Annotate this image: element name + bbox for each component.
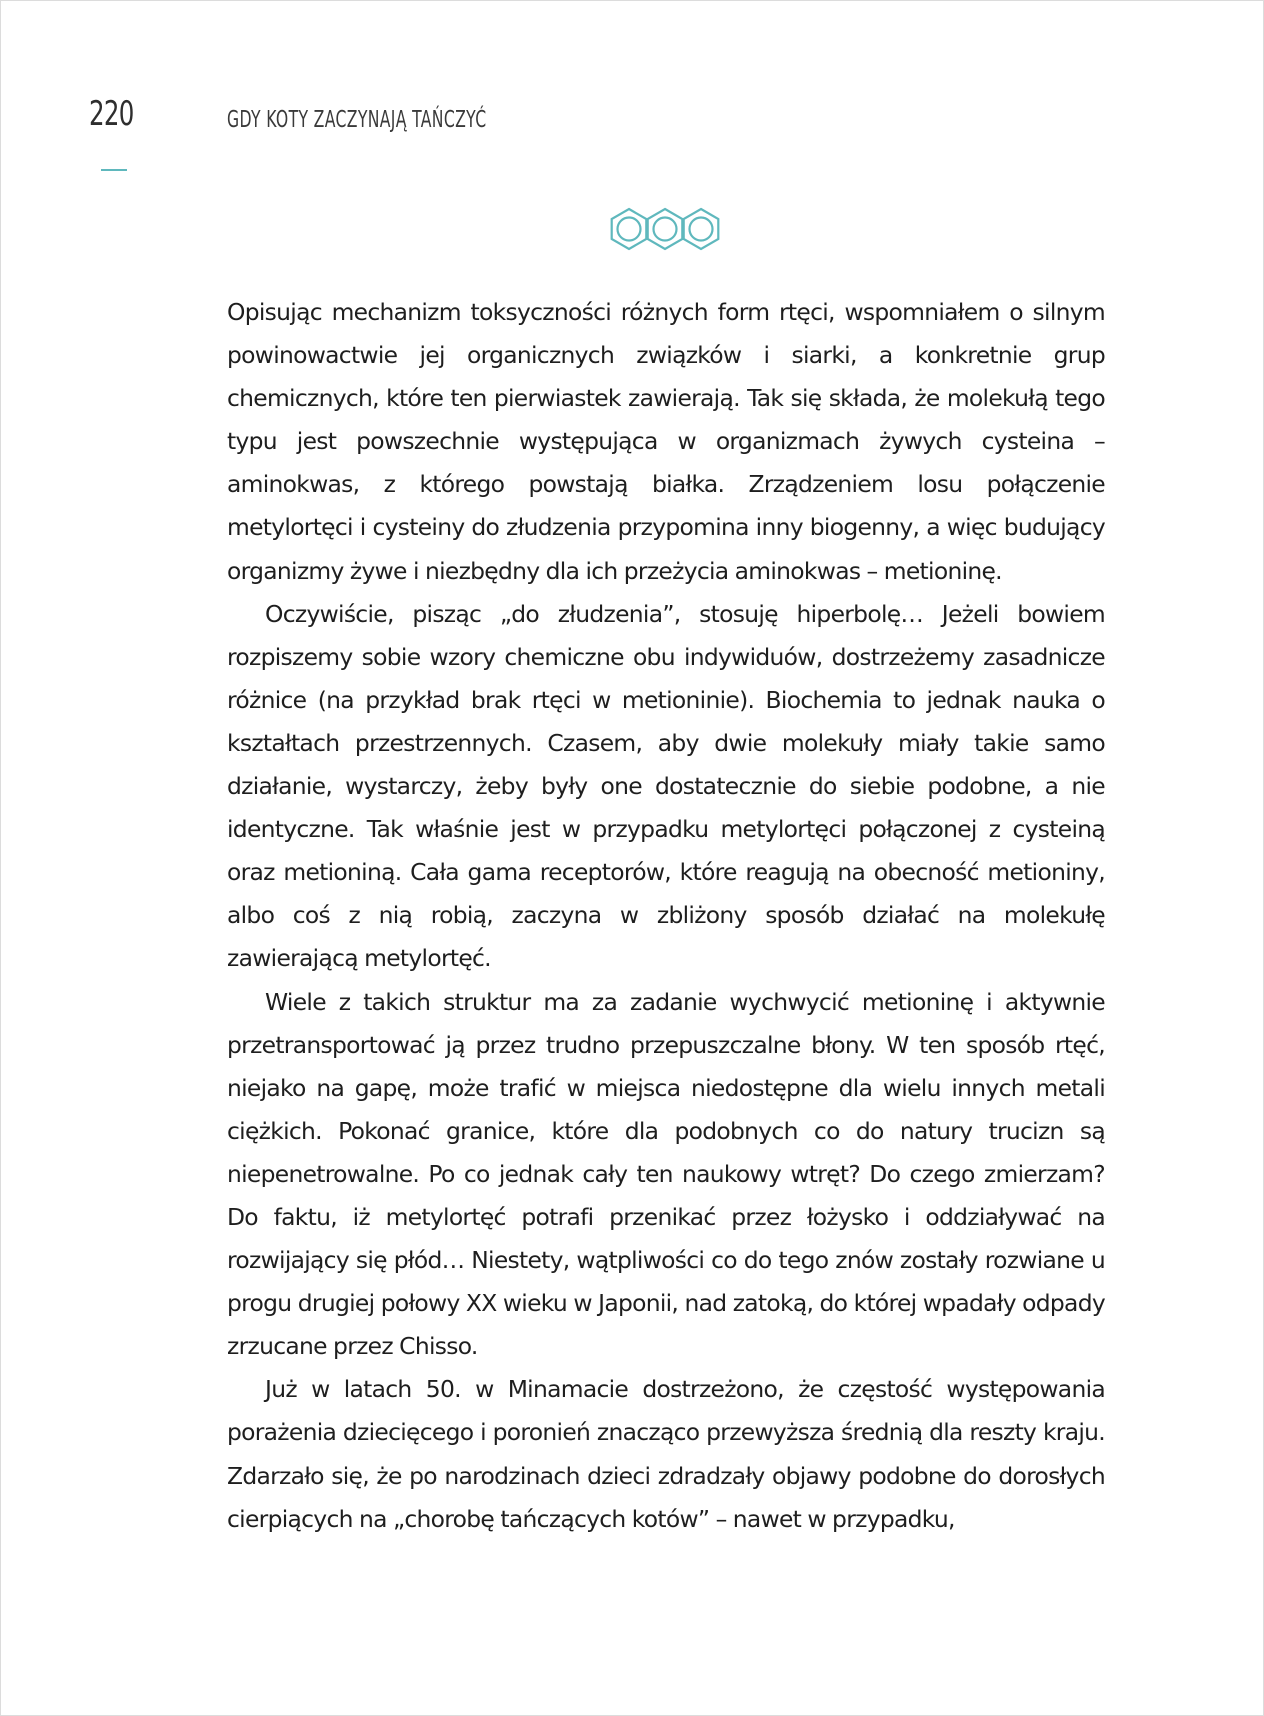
running-title: GDY KOTY ZACZYNAJĄ TAŃCZYĆ [227,107,487,133]
accent-rule [101,169,127,171]
paragraph-3: Wiele z takich struktur ma za zadanie wychwycić metioninę i aktywnie przetransportować ją przez trudno przepuszczalne błony. W ten sposób rtęć, niejako na gapę, może trafić w miejsca niedostępne dla wielu innych metali ciężkich. Pokonać granice, które dla podobnych co do natury trucizn są niepenetrowalne. Po co jednak cały ten naukowy wtręt? Do czego zmierzam? Do faktu, iż metylortęć potrafi przenikać przez łożysko i oddziaływać na rozwijający się płód… Niestety, wątpliwości co do tego znów zostały rozwiane u progu drugiej połowy XX wieku w Japonii, nad zatoką, do której wpadały odpady zrzucane przez Chisso. [227,987,1105,1361]
three-hexagon-rings-icon [609,205,721,253]
page-number: 220 [89,94,134,134]
paragraph-4: Już w latach 50. w Minamacie dostrzeżono, że częstość występowania porażenia dziecięcego i poronień znacząco przewyższa średnią dla reszty kraju. Zdarzało się, że po narodzinach dzieci zdradzały objawy podobne do dorosłych cierpiących na „chorobę tańczących kotów” – nawet w przypadku, [227,1375,1105,1533]
paragraph-2: Oczywiście, pisząc „do złudzenia”, stosuję hiperbolę… Jeżeli bowiem rozpiszemy sobie wzory chemiczne obu indywiduów, dostrzeżemy zasadnicze różnice (na przykład brak rtęci w metioninie). Biochemia to jednak nauka o kształtach przestrzennych. Czasem, aby dwie molekuły miały takie samo działanie, wystarczy, żeby były one dostatecznie do siebie podobne, a nie identyczne. Tak właśnie jest w przypadku metylortęci połączonej z cysteiną oraz metioniną. Cała gama receptorów, które reagują na obecność metioniny, albo coś z nią robią, zaczyna w zbliżony sposób działać na molekułę zawierającą metylortęć. [227,599,1105,973]
body-text [227,291,1105,1541]
paragraph-1: Opisując mechanizm toksyczności różnych form rtęci, wspomniałem o silnym powinowactwie jej organicznych związków i siarki, a konkretnie grup chemicznych, które ten pierwiastek zawierają. Tak się składa, że molekułą tego typu jest powszechnie występująca w organizmach żywych cysteina – aminokwas, z którego powstają białka. Zrządzeniem losu połączenie metylortęci i cysteiny do złudzenia przypomina inny biogenny, a więc budujący organizmy żywe i niezbędny dla ich przeżycia aminokwas – metioninę. [227,298,1105,585]
